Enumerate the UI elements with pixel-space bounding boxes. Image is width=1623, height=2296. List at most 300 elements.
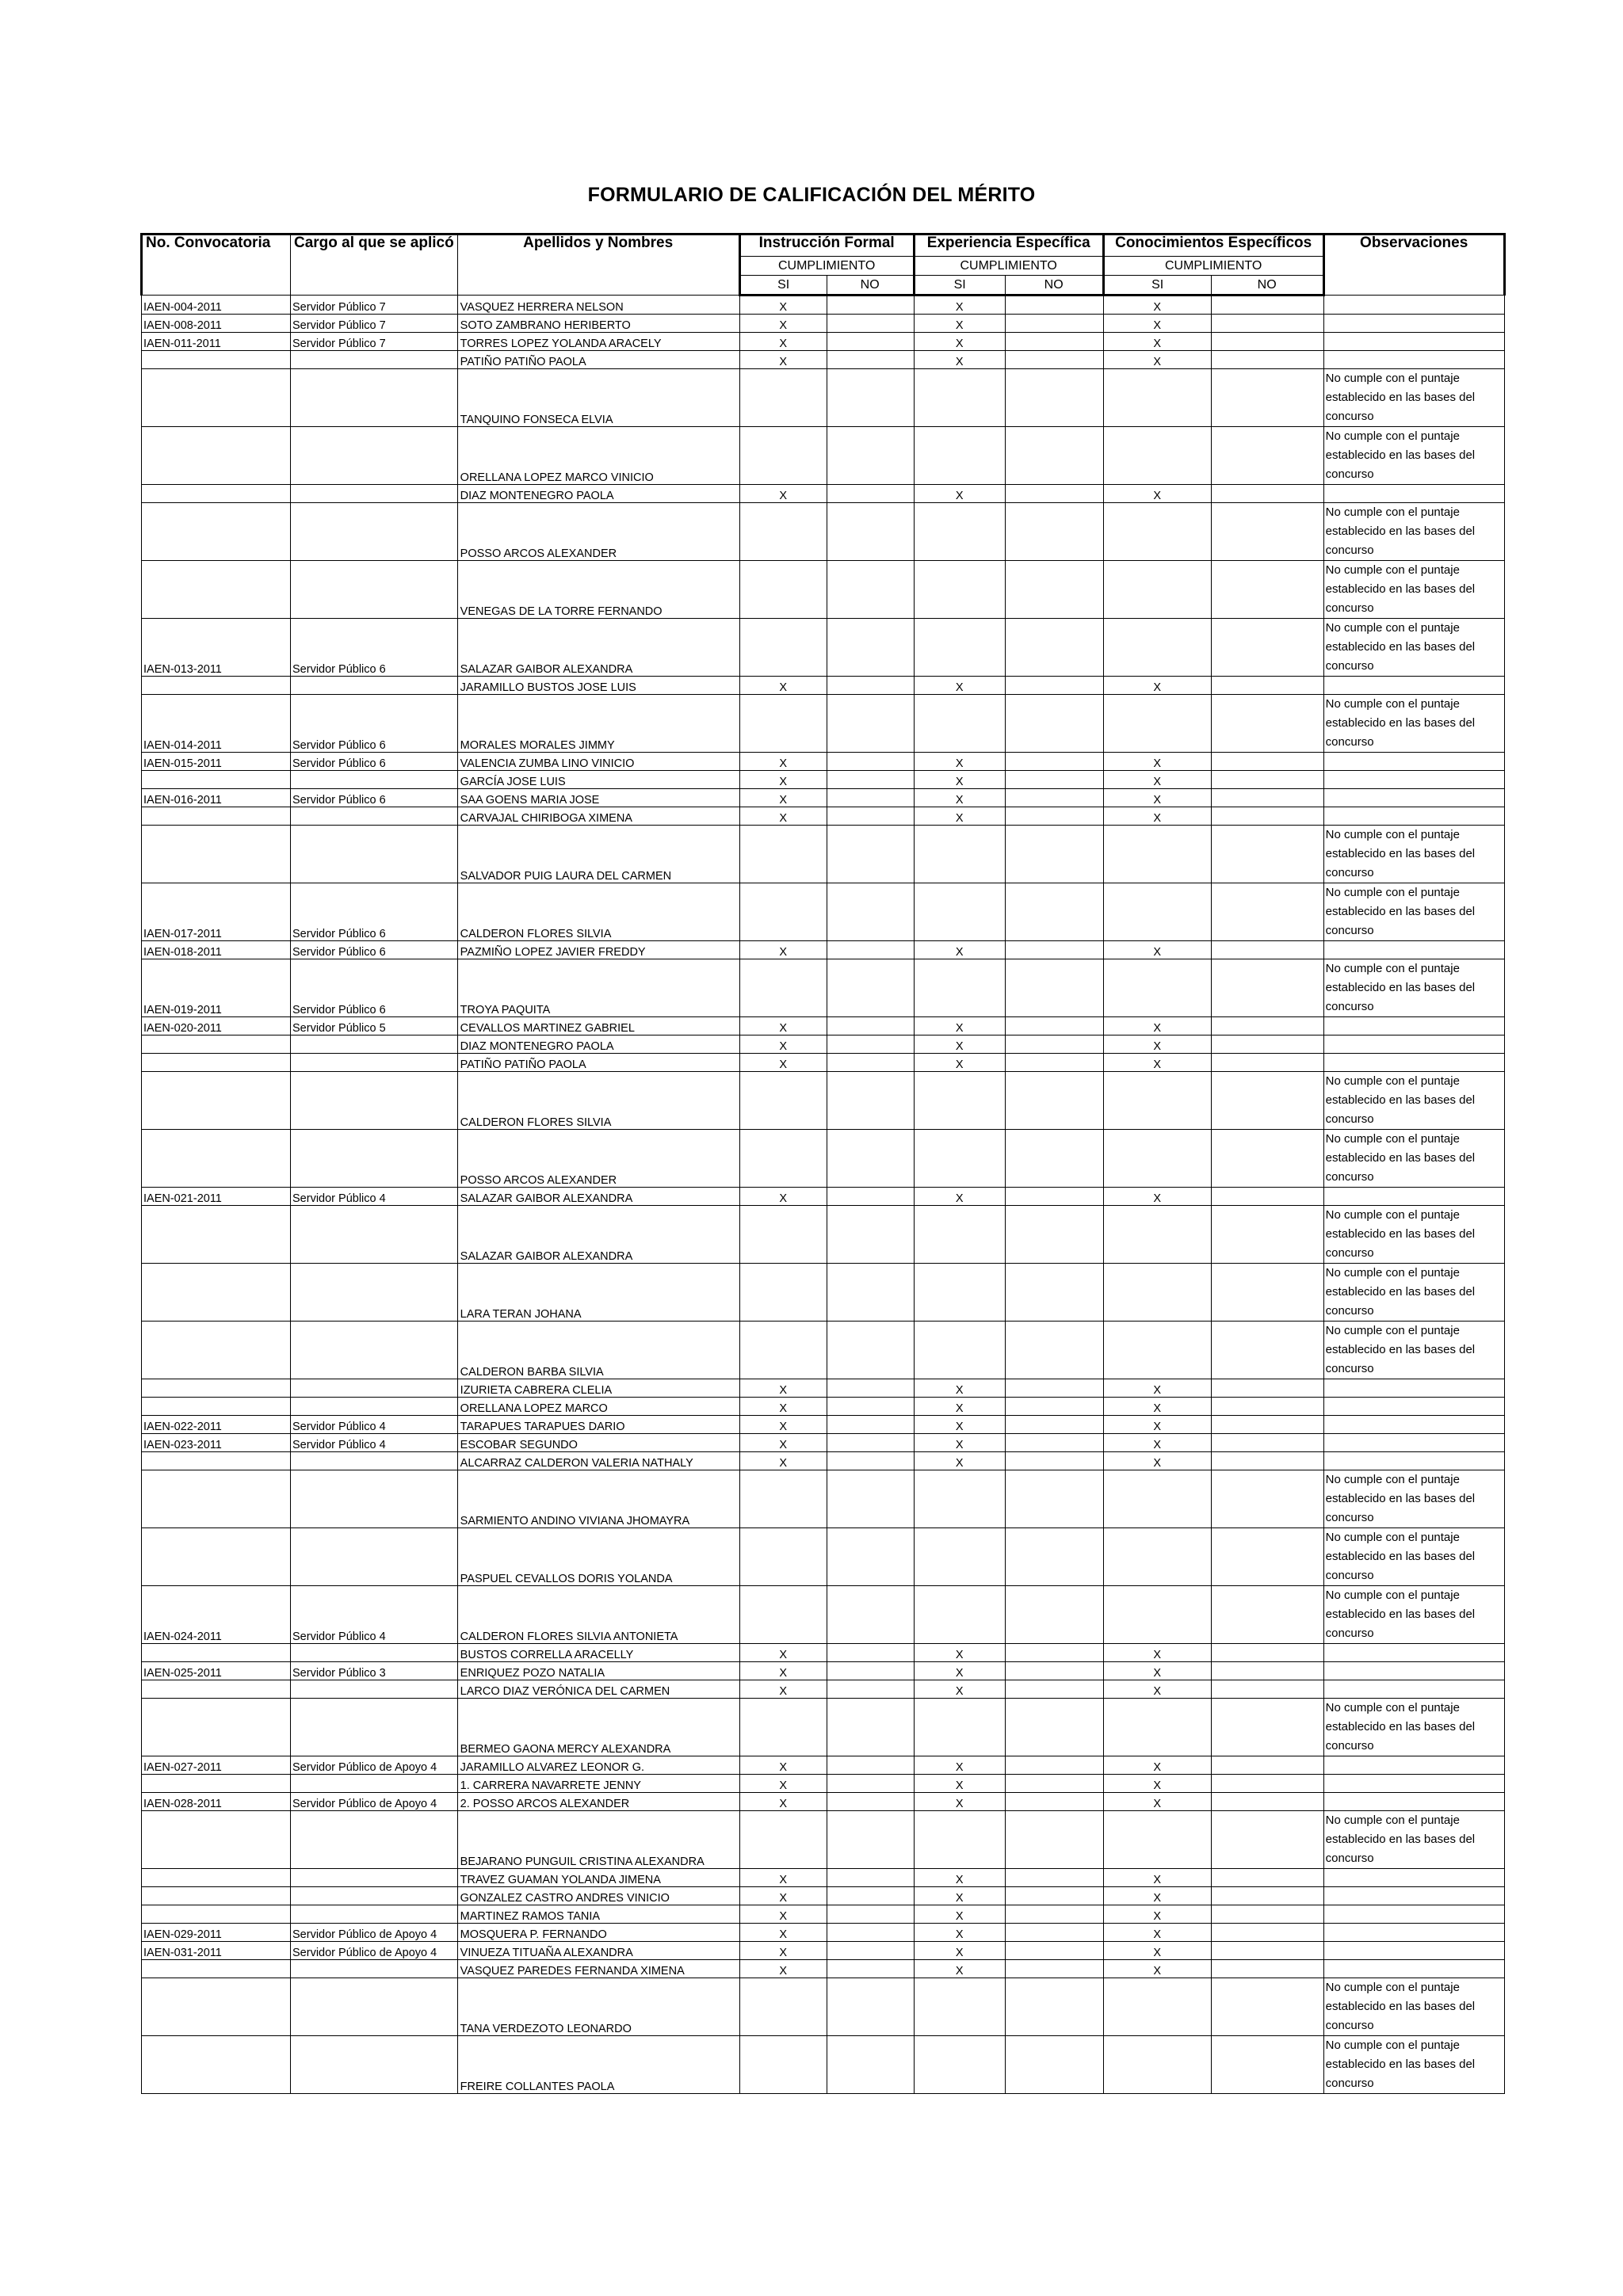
experiencia-no-cell bbox=[1005, 315, 1103, 333]
conocimientos-no-cell bbox=[1211, 1644, 1323, 1662]
conocimientos-no-cell bbox=[1211, 296, 1323, 315]
experiencia-no-cell bbox=[1005, 1793, 1103, 1811]
instruccion-si-cell bbox=[739, 1072, 827, 1130]
experiencia-si-cell: X bbox=[914, 1644, 1005, 1662]
header-observaciones: Observaciones bbox=[1323, 235, 1504, 296]
conocimientos-si-cell: X bbox=[1103, 807, 1211, 826]
experiencia-no-cell bbox=[1005, 1775, 1103, 1793]
cargo-cell bbox=[291, 1775, 458, 1793]
convocatoria-cell bbox=[142, 1905, 291, 1924]
instruccion-si-cell bbox=[739, 1206, 827, 1264]
convocatoria-cell bbox=[142, 1452, 291, 1470]
observaciones-cell bbox=[1323, 807, 1504, 826]
convocatoria-cell bbox=[142, 2036, 291, 2094]
table-row bbox=[142, 1960, 1505, 1978]
table-row bbox=[142, 1072, 1505, 1130]
conocimientos-no-cell bbox=[1211, 1811, 1323, 1869]
experiencia-si-cell bbox=[914, 619, 1005, 677]
cargo-cell: Servidor Público de Apoyo 4 bbox=[291, 1942, 458, 1960]
observaciones-cell bbox=[1323, 771, 1504, 789]
cargo-cell bbox=[291, 1264, 458, 1322]
conocimientos-si-cell bbox=[1103, 959, 1211, 1017]
table-row bbox=[142, 1206, 1505, 1264]
instruccion-no-cell bbox=[827, 959, 914, 1017]
experiencia-no-cell bbox=[1005, 1586, 1103, 1644]
nombre-cell: CALDERON FLORES SILVIA bbox=[457, 1072, 739, 1130]
instruccion-si-cell: X bbox=[739, 807, 827, 826]
conocimientos-si-cell: X bbox=[1103, 1887, 1211, 1905]
conocimientos-no-cell bbox=[1211, 1322, 1323, 1379]
cargo-cell: Servidor Público 4 bbox=[291, 1188, 458, 1206]
nombre-cell: VINUEZA TITUAÑA ALEXANDRA bbox=[457, 1942, 739, 1960]
experiencia-no-cell bbox=[1005, 296, 1103, 315]
instruccion-no-cell bbox=[827, 315, 914, 333]
observaciones-cell: No cumple con el puntaje establecido en las bases del concurso bbox=[1323, 1811, 1504, 1869]
conocimientos-no-cell bbox=[1211, 677, 1323, 695]
conocimientos-si-cell: X bbox=[1103, 753, 1211, 771]
instruccion-no-cell bbox=[827, 771, 914, 789]
header-cargo: Cargo al que se aplicó bbox=[291, 235, 458, 296]
convocatoria-cell bbox=[142, 503, 291, 561]
convocatoria-cell: IAEN-025-2011 bbox=[142, 1662, 291, 1680]
instruccion-si-cell bbox=[739, 1978, 827, 2036]
cargo-cell: Servidor Público 4 bbox=[291, 1586, 458, 1644]
experiencia-no-cell bbox=[1005, 503, 1103, 561]
cargo-cell bbox=[291, 427, 458, 485]
instruccion-no-cell bbox=[827, 1942, 914, 1960]
experiencia-si-cell: X bbox=[914, 1680, 1005, 1699]
instruccion-no-cell bbox=[827, 1434, 914, 1452]
instruccion-si-cell: X bbox=[739, 753, 827, 771]
convocatoria-cell bbox=[142, 1869, 291, 1887]
observaciones-cell bbox=[1323, 1416, 1504, 1434]
convocatoria-cell: IAEN-014-2011 bbox=[142, 695, 291, 753]
header-cumplimiento-experiencia: CUMPLIMIENTO bbox=[914, 257, 1103, 276]
instruccion-si-cell: X bbox=[739, 315, 827, 333]
conocimientos-si-cell bbox=[1103, 1586, 1211, 1644]
instruccion-no-cell bbox=[827, 1528, 914, 1586]
conocimientos-no-cell bbox=[1211, 1586, 1323, 1644]
conocimientos-si-cell: X bbox=[1103, 1662, 1211, 1680]
experiencia-si-cell bbox=[914, 561, 1005, 619]
conocimientos-si-cell bbox=[1103, 561, 1211, 619]
experiencia-no-cell bbox=[1005, 1434, 1103, 1452]
table-row bbox=[142, 1054, 1505, 1072]
instruccion-no-cell bbox=[827, 1452, 914, 1470]
instruccion-si-cell: X bbox=[739, 1924, 827, 1942]
conocimientos-si-cell: X bbox=[1103, 1379, 1211, 1398]
conocimientos-si-cell: X bbox=[1103, 1452, 1211, 1470]
instruccion-si-cell: X bbox=[739, 771, 827, 789]
instruccion-no-cell bbox=[827, 1887, 914, 1905]
table-row bbox=[142, 1775, 1505, 1793]
experiencia-no-cell bbox=[1005, 1887, 1103, 1905]
conocimientos-si-cell: X bbox=[1103, 315, 1211, 333]
observaciones-cell bbox=[1323, 941, 1504, 959]
cargo-cell: Servidor Público 6 bbox=[291, 941, 458, 959]
convocatoria-cell bbox=[142, 771, 291, 789]
convocatoria-cell bbox=[142, 1379, 291, 1398]
table-row bbox=[142, 1379, 1505, 1398]
header-no-experiencia: NO bbox=[1005, 276, 1103, 296]
nombre-cell: GARCÍA JOSE LUIS bbox=[457, 771, 739, 789]
conocimientos-si-cell: X bbox=[1103, 771, 1211, 789]
instruccion-no-cell bbox=[827, 1699, 914, 1756]
cargo-cell bbox=[291, 1887, 458, 1905]
conocimientos-no-cell bbox=[1211, 1775, 1323, 1793]
instruccion-no-cell bbox=[827, 1398, 914, 1416]
cargo-cell bbox=[291, 1379, 458, 1398]
convocatoria-cell: IAEN-023-2011 bbox=[142, 1434, 291, 1452]
observaciones-cell bbox=[1323, 1793, 1504, 1811]
cargo-cell bbox=[291, 826, 458, 883]
convocatoria-cell: IAEN-027-2011 bbox=[142, 1756, 291, 1775]
instruccion-no-cell bbox=[827, 1322, 914, 1379]
convocatoria-cell: IAEN-017-2011 bbox=[142, 883, 291, 941]
experiencia-si-cell: X bbox=[914, 1756, 1005, 1775]
observaciones-cell bbox=[1323, 485, 1504, 503]
table-row bbox=[142, 1869, 1505, 1887]
header-conocimientos: Conocimientos Específicos bbox=[1103, 235, 1323, 257]
cargo-cell bbox=[291, 1869, 458, 1887]
convocatoria-cell bbox=[142, 1054, 291, 1072]
experiencia-no-cell bbox=[1005, 1206, 1103, 1264]
instruccion-no-cell bbox=[827, 1017, 914, 1035]
header-instruccion: Instrucción Formal bbox=[739, 235, 914, 257]
conocimientos-si-cell: X bbox=[1103, 1960, 1211, 1978]
convocatoria-cell bbox=[142, 369, 291, 427]
table-row bbox=[142, 2036, 1505, 2094]
conocimientos-si-cell bbox=[1103, 1130, 1211, 1188]
conocimientos-si-cell bbox=[1103, 1470, 1211, 1528]
observaciones-cell: No cumple con el puntaje establecido en las bases del concurso bbox=[1323, 1470, 1504, 1528]
instruccion-si-cell: X bbox=[739, 1416, 827, 1434]
experiencia-si-cell: X bbox=[914, 789, 1005, 807]
instruccion-no-cell bbox=[827, 826, 914, 883]
instruccion-no-cell bbox=[827, 1775, 914, 1793]
convocatoria-cell: IAEN-020-2011 bbox=[142, 1017, 291, 1035]
convocatoria-cell bbox=[142, 1398, 291, 1416]
nombre-cell: GONZALEZ CASTRO ANDRES VINICIO bbox=[457, 1887, 739, 1905]
table-row bbox=[142, 1035, 1505, 1054]
convocatoria-cell: IAEN-022-2011 bbox=[142, 1416, 291, 1434]
experiencia-si-cell bbox=[914, 369, 1005, 427]
instruccion-si-cell bbox=[739, 1586, 827, 1644]
observaciones-cell bbox=[1323, 1942, 1504, 1960]
observaciones-cell: No cumple con el puntaje establecido en las bases del concurso bbox=[1323, 619, 1504, 677]
instruccion-si-cell: X bbox=[739, 1054, 827, 1072]
instruccion-no-cell bbox=[827, 941, 914, 959]
conocimientos-si-cell: X bbox=[1103, 1775, 1211, 1793]
conocimientos-no-cell bbox=[1211, 1924, 1323, 1942]
table-row bbox=[142, 883, 1505, 941]
conocimientos-no-cell bbox=[1211, 485, 1323, 503]
instruccion-no-cell bbox=[827, 1905, 914, 1924]
conocimientos-no-cell bbox=[1211, 1978, 1323, 2036]
conocimientos-no-cell bbox=[1211, 619, 1323, 677]
nombre-cell: TORRES LOPEZ YOLANDA ARACELY bbox=[457, 333, 739, 351]
instruccion-no-cell bbox=[827, 1644, 914, 1662]
experiencia-si-cell: X bbox=[914, 1905, 1005, 1924]
instruccion-no-cell bbox=[827, 485, 914, 503]
experiencia-si-cell: X bbox=[914, 296, 1005, 315]
conocimientos-si-cell: X bbox=[1103, 1680, 1211, 1699]
header-si-experiencia: SI bbox=[914, 276, 1005, 296]
nombre-cell: LARCO DIAZ VERÓNICA DEL CARMEN bbox=[457, 1680, 739, 1699]
instruccion-si-cell bbox=[739, 503, 827, 561]
conocimientos-si-cell: X bbox=[1103, 1644, 1211, 1662]
instruccion-si-cell: X bbox=[739, 1756, 827, 1775]
nombre-cell: SARMIENTO ANDINO VIVIANA JHOMAYRA bbox=[457, 1470, 739, 1528]
instruccion-si-cell: X bbox=[739, 1452, 827, 1470]
nombre-cell: MORALES MORALES JIMMY bbox=[457, 695, 739, 753]
nombre-cell: TARAPUES TARAPUES DARIO bbox=[457, 1416, 739, 1434]
cargo-cell: Servidor Público 5 bbox=[291, 1017, 458, 1035]
nombre-cell: TRAVEZ GUAMAN YOLANDA JIMENA bbox=[457, 1869, 739, 1887]
observaciones-cell: No cumple con el puntaje establecido en las bases del concurso bbox=[1323, 1528, 1504, 1586]
table-row bbox=[142, 1586, 1505, 1644]
convocatoria-cell: IAEN-021-2011 bbox=[142, 1188, 291, 1206]
conocimientos-si-cell: X bbox=[1103, 1434, 1211, 1452]
experiencia-no-cell bbox=[1005, 1811, 1103, 1869]
conocimientos-no-cell bbox=[1211, 369, 1323, 427]
nombre-cell: ALCARRAZ CALDERON VALERIA NATHALY bbox=[457, 1452, 739, 1470]
instruccion-no-cell bbox=[827, 1960, 914, 1978]
nombre-cell: VALENCIA ZUMBA LINO VINICIO bbox=[457, 753, 739, 771]
instruccion-no-cell bbox=[827, 1072, 914, 1130]
table-row bbox=[142, 427, 1505, 485]
conocimientos-no-cell bbox=[1211, 1264, 1323, 1322]
instruccion-si-cell bbox=[739, 561, 827, 619]
experiencia-si-cell: X bbox=[914, 1924, 1005, 1942]
instruccion-no-cell bbox=[827, 1206, 914, 1264]
cargo-cell bbox=[291, 1072, 458, 1130]
cargo-cell: Servidor Público 6 bbox=[291, 695, 458, 753]
instruccion-no-cell bbox=[827, 1264, 914, 1322]
instruccion-no-cell bbox=[827, 1035, 914, 1054]
conocimientos-no-cell bbox=[1211, 1188, 1323, 1206]
experiencia-no-cell bbox=[1005, 561, 1103, 619]
observaciones-cell: No cumple con el puntaje establecido en las bases del concurso bbox=[1323, 427, 1504, 485]
cargo-cell bbox=[291, 1322, 458, 1379]
cargo-cell: Servidor Público de Apoyo 4 bbox=[291, 1924, 458, 1942]
conocimientos-si-cell: X bbox=[1103, 296, 1211, 315]
convocatoria-cell bbox=[142, 427, 291, 485]
observaciones-cell: No cumple con el puntaje establecido en las bases del concurso bbox=[1323, 1206, 1504, 1264]
instruccion-si-cell: X bbox=[739, 351, 827, 369]
experiencia-si-cell bbox=[914, 826, 1005, 883]
experiencia-si-cell: X bbox=[914, 1960, 1005, 1978]
header-si-instruccion: SI bbox=[739, 276, 827, 296]
instruccion-si-cell bbox=[739, 883, 827, 941]
convocatoria-cell bbox=[142, 826, 291, 883]
convocatoria-cell bbox=[142, 1644, 291, 1662]
conocimientos-no-cell bbox=[1211, 1960, 1323, 1978]
instruccion-no-cell bbox=[827, 1416, 914, 1434]
instruccion-si-cell: X bbox=[739, 941, 827, 959]
table-row bbox=[142, 807, 1505, 826]
conocimientos-si-cell: X bbox=[1103, 1905, 1211, 1924]
observaciones-cell: No cumple con el puntaje establecido en las bases del concurso bbox=[1323, 1699, 1504, 1756]
table-row bbox=[142, 677, 1505, 695]
observaciones-cell bbox=[1323, 1379, 1504, 1398]
experiencia-no-cell bbox=[1005, 619, 1103, 677]
nombre-cell: SALAZAR GAIBOR ALEXANDRA bbox=[457, 619, 739, 677]
conocimientos-no-cell bbox=[1211, 333, 1323, 351]
nombre-cell: TROYA PAQUITA bbox=[457, 959, 739, 1017]
table-body bbox=[142, 296, 1505, 2094]
instruccion-si-cell bbox=[739, 1264, 827, 1322]
conocimientos-si-cell: X bbox=[1103, 1398, 1211, 1416]
nombre-cell: MARTINEZ RAMOS TANIA bbox=[457, 1905, 739, 1924]
table-row bbox=[142, 1452, 1505, 1470]
table-row bbox=[142, 1434, 1505, 1452]
experiencia-no-cell bbox=[1005, 1452, 1103, 1470]
experiencia-si-cell: X bbox=[914, 1662, 1005, 1680]
convocatoria-cell bbox=[142, 1206, 291, 1264]
convocatoria-cell bbox=[142, 1699, 291, 1756]
conocimientos-si-cell: X bbox=[1103, 789, 1211, 807]
experiencia-si-cell bbox=[914, 1264, 1005, 1322]
table-row bbox=[142, 315, 1505, 333]
instruccion-no-cell bbox=[827, 753, 914, 771]
experiencia-no-cell bbox=[1005, 1662, 1103, 1680]
cargo-cell: Servidor Público 7 bbox=[291, 296, 458, 315]
cargo-cell: Servidor Público 6 bbox=[291, 789, 458, 807]
observaciones-cell: No cumple con el puntaje establecido en las bases del concurso bbox=[1323, 1130, 1504, 1188]
observaciones-cell bbox=[1323, 296, 1504, 315]
observaciones-cell: No cumple con el puntaje establecido en las bases del concurso bbox=[1323, 826, 1504, 883]
instruccion-si-cell bbox=[739, 1528, 827, 1586]
conocimientos-si-cell bbox=[1103, 1264, 1211, 1322]
experiencia-si-cell: X bbox=[914, 941, 1005, 959]
experiencia-si-cell: X bbox=[914, 1398, 1005, 1416]
conocimientos-no-cell bbox=[1211, 1035, 1323, 1054]
conocimientos-si-cell: X bbox=[1103, 1924, 1211, 1942]
observaciones-cell bbox=[1323, 1644, 1504, 1662]
instruccion-si-cell bbox=[739, 695, 827, 753]
conocimientos-no-cell bbox=[1211, 1756, 1323, 1775]
conocimientos-no-cell bbox=[1211, 1416, 1323, 1434]
conocimientos-si-cell: X bbox=[1103, 351, 1211, 369]
experiencia-si-cell: X bbox=[914, 315, 1005, 333]
instruccion-si-cell: X bbox=[739, 1379, 827, 1398]
cargo-cell bbox=[291, 1035, 458, 1054]
instruccion-si-cell bbox=[739, 1470, 827, 1528]
nombre-cell: IZURIETA CABRERA CLELIA bbox=[457, 1379, 739, 1398]
conocimientos-si-cell bbox=[1103, 1206, 1211, 1264]
instruccion-no-cell bbox=[827, 1811, 914, 1869]
conocimientos-si-cell: X bbox=[1103, 1017, 1211, 1035]
convocatoria-cell: IAEN-018-2011 bbox=[142, 941, 291, 959]
cargo-cell bbox=[291, 1960, 458, 1978]
experiencia-si-cell bbox=[914, 1811, 1005, 1869]
table-row bbox=[142, 1942, 1505, 1960]
table-row bbox=[142, 1680, 1505, 1699]
experiencia-no-cell bbox=[1005, 1322, 1103, 1379]
convocatoria-cell: IAEN-028-2011 bbox=[142, 1793, 291, 1811]
instruccion-no-cell bbox=[827, 503, 914, 561]
convocatoria-cell: IAEN-015-2011 bbox=[142, 753, 291, 771]
cargo-cell bbox=[291, 369, 458, 427]
instruccion-no-cell bbox=[827, 1662, 914, 1680]
header-cumplimiento-conocimientos: CUMPLIMIENTO bbox=[1103, 257, 1323, 276]
instruccion-no-cell bbox=[827, 1680, 914, 1699]
convocatoria-cell bbox=[142, 1811, 291, 1869]
experiencia-no-cell bbox=[1005, 1905, 1103, 1924]
experiencia-no-cell bbox=[1005, 1680, 1103, 1699]
instruccion-si-cell bbox=[739, 1699, 827, 1756]
conocimientos-si-cell: X bbox=[1103, 1793, 1211, 1811]
conocimientos-no-cell bbox=[1211, 1662, 1323, 1680]
table-row bbox=[142, 503, 1505, 561]
conocimientos-no-cell bbox=[1211, 427, 1323, 485]
nombre-cell: SALAZAR GAIBOR ALEXANDRA bbox=[457, 1188, 739, 1206]
conocimientos-si-cell: X bbox=[1103, 1416, 1211, 1434]
cargo-cell bbox=[291, 1978, 458, 2036]
cargo-cell bbox=[291, 1470, 458, 1528]
conocimientos-si-cell bbox=[1103, 2036, 1211, 2094]
cargo-cell bbox=[291, 807, 458, 826]
observaciones-cell bbox=[1323, 1756, 1504, 1775]
convocatoria-cell bbox=[142, 1130, 291, 1188]
observaciones-cell bbox=[1323, 1680, 1504, 1699]
conocimientos-no-cell bbox=[1211, 1206, 1323, 1264]
experiencia-no-cell bbox=[1005, 485, 1103, 503]
nombre-cell: 2. POSSO ARCOS ALEXANDER bbox=[457, 1793, 739, 1811]
table-row bbox=[142, 826, 1505, 883]
conocimientos-no-cell bbox=[1211, 1379, 1323, 1398]
convocatoria-cell bbox=[142, 1470, 291, 1528]
table-row bbox=[142, 1130, 1505, 1188]
table-header bbox=[142, 235, 1505, 296]
experiencia-si-cell bbox=[914, 695, 1005, 753]
experiencia-no-cell bbox=[1005, 1528, 1103, 1586]
convocatoria-cell bbox=[142, 1035, 291, 1054]
observaciones-cell bbox=[1323, 1905, 1504, 1924]
instruccion-no-cell bbox=[827, 677, 914, 695]
experiencia-si-cell: X bbox=[914, 333, 1005, 351]
nombre-cell: JARAMILLO BUSTOS JOSE LUIS bbox=[457, 677, 739, 695]
nombre-cell: VASQUEZ HERRERA NELSON bbox=[457, 296, 739, 315]
conocimientos-no-cell bbox=[1211, 753, 1323, 771]
observaciones-cell: No cumple con el puntaje establecido en las bases del concurso bbox=[1323, 1072, 1504, 1130]
convocatoria-cell bbox=[142, 1072, 291, 1130]
table-row bbox=[142, 1644, 1505, 1662]
experiencia-si-cell: X bbox=[914, 1416, 1005, 1434]
instruccion-si-cell: X bbox=[739, 1887, 827, 1905]
table-row bbox=[142, 1756, 1505, 1775]
convocatoria-cell: IAEN-031-2011 bbox=[142, 1942, 291, 1960]
table-row bbox=[142, 1811, 1505, 1869]
instruccion-no-cell bbox=[827, 1054, 914, 1072]
cargo-cell: Servidor Público 7 bbox=[291, 333, 458, 351]
observaciones-cell bbox=[1323, 1775, 1504, 1793]
instruccion-no-cell bbox=[827, 1756, 914, 1775]
conocimientos-no-cell bbox=[1211, 1793, 1323, 1811]
experiencia-si-cell bbox=[914, 1072, 1005, 1130]
nombre-cell: VENEGAS DE LA TORRE FERNANDO bbox=[457, 561, 739, 619]
cargo-cell: Servidor Público 7 bbox=[291, 315, 458, 333]
experiencia-si-cell: X bbox=[914, 1035, 1005, 1054]
experiencia-no-cell bbox=[1005, 1054, 1103, 1072]
convocatoria-cell bbox=[142, 485, 291, 503]
table-row bbox=[142, 1978, 1505, 2036]
experiencia-si-cell bbox=[914, 1586, 1005, 1644]
table-row bbox=[142, 369, 1505, 427]
experiencia-si-cell bbox=[914, 1322, 1005, 1379]
instruccion-no-cell bbox=[827, 2036, 914, 2094]
